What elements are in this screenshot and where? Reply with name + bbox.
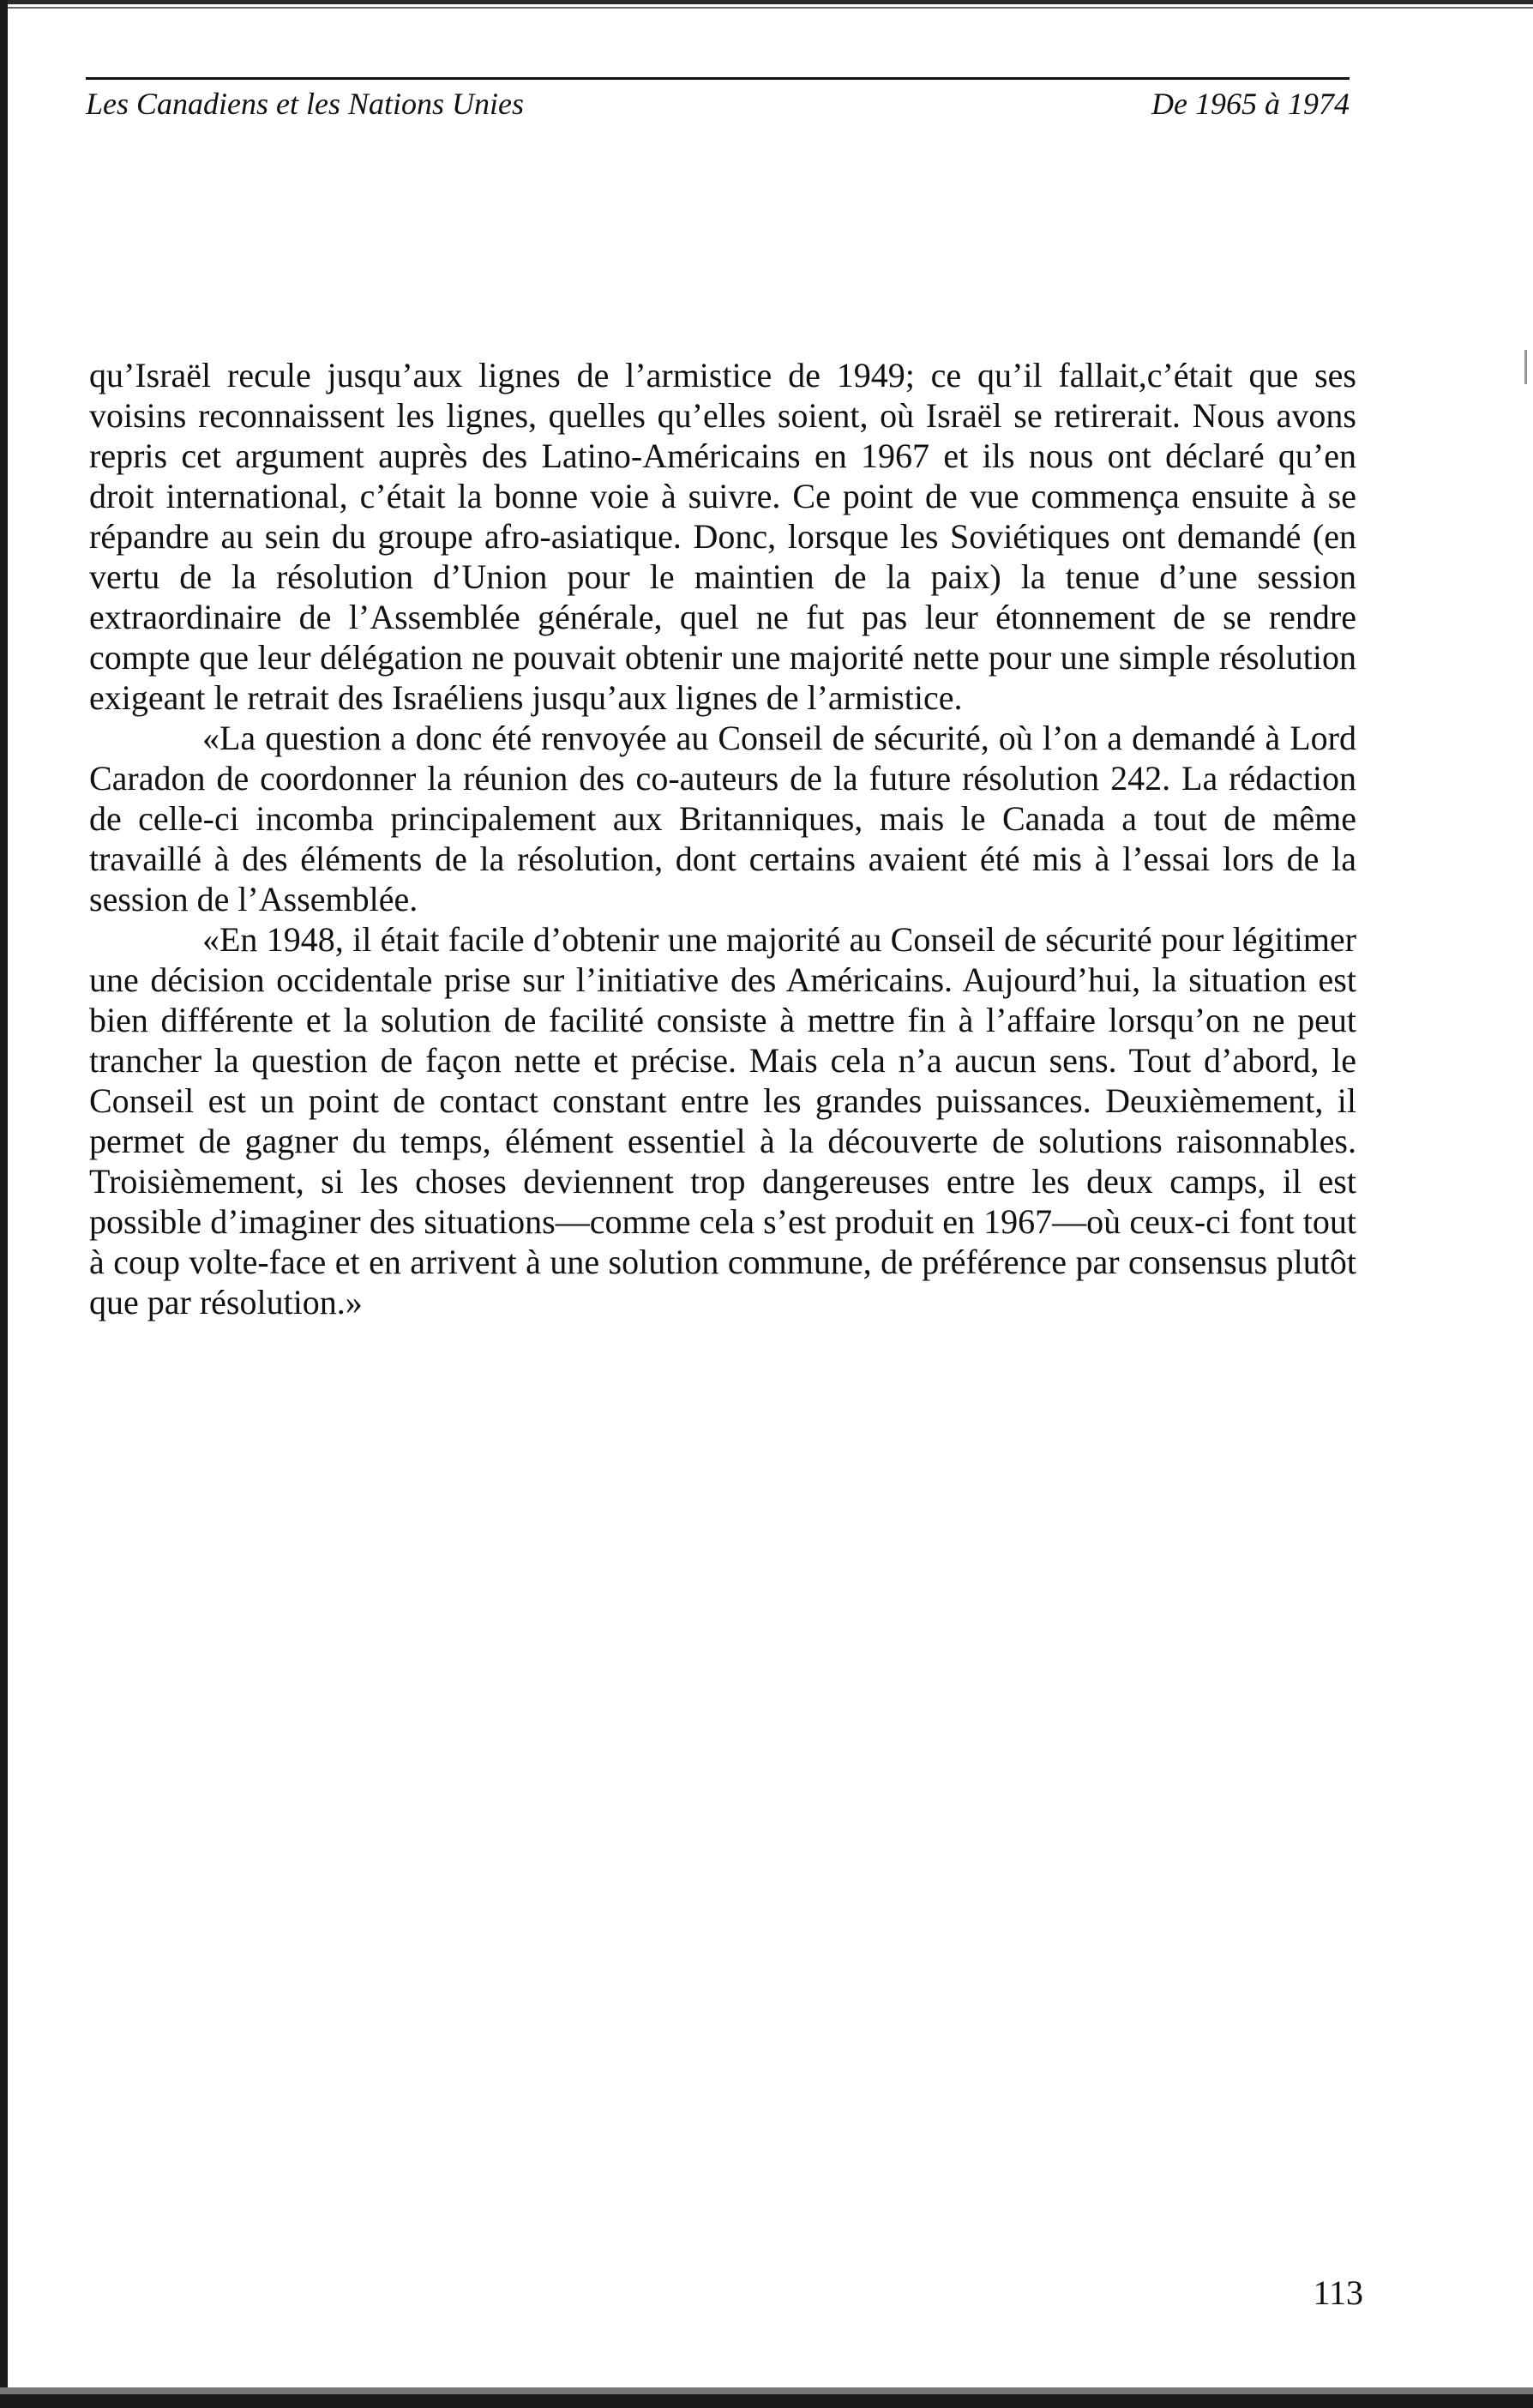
scan-margin-mark: [1524, 350, 1527, 384]
header-book-title: Les Canadiens et les Nations Unies: [86, 87, 524, 121]
scan-left-edge: [0, 0, 8, 2408]
scan-top-edge: [0, 0, 1533, 4]
scan-bottom-fade: [0, 2387, 1533, 2394]
header-period: De 1965 à 1974: [1151, 87, 1350, 121]
page-body: [89, 355, 1356, 1322]
running-header: [86, 77, 1350, 128]
paragraph-1948-majority: «En 1948, il était facile d’obtenir une majorité au Conseil de sécurité pour légitimer une décision occidentale prise sur l’initiative des Américains. Aujourd’hui, la situation est bien différente et la solution de facilité consiste à mettre fin à l’affaire lorsqu’on ne peut trancher la question de façon nette et précise. Mais cela n’a aucun sens. Tout d’abord, le Conseil est un point de contact constant entre les grandes puissances. Deuxièmement, il permet de gagner du temps, élément essentiel à la découverte de solutions raisonnables. Troisièmement, si les choses deviennent trop dangereuses entre les deux camps, il est possible d’imaginer des situations—comme cela s’est produit en 1967—où ceux-ci font tout à coup volte-face et en arrivent à une solution commune, de préférence par consensus plutôt que par résolution.»: [89, 920, 1356, 1321]
paragraph-continuation: qu’Israël recule jusqu’aux lignes de l’armistice de 1949; ce qu’il fallait,c’était que ses voisins reconnaissent les lignes, quelles qu’elles soient, où Israël se retirerait. Nous avons repris cet argument auprès des Latino-Américains en 1967 et ils nous ont déclaré qu’en droit international, c’était la bonne voie à suivre. Ce point de vue commença ensuite à se répandre au sein du groupe afro-asiatique. Donc, lorsque les Soviétiques ont demandé (en vertu de la résolution d’Union pour le maintien de la paix) la tenue d’une session extraordinaire de l’Assemblée générale, quel ne fut pas leur étonnement de se rendre compte que leur délégation ne pouvait obtenir une majorité nette pour une simple résolution exigeant le retrait des Israéliens jusqu’aux lignes de l’armistice.: [89, 356, 1356, 717]
paragraph-security-council: «La question a donc été renvoyée au Conseil de sécurité, où l’on a demandé à Lord Caradon de coordonner la réunion des co-auteurs de la future résolution 242. La rédaction de celle-ci incomba principalement aux Britanniques, mais le Canada a tout de même travaillé à des éléments de la résolution, dont certains avaient été mis à l’essai lors de la session de l’Assemblée.: [89, 719, 1356, 918]
scan-bottom-edge: [0, 2394, 1533, 2408]
scan-top-edge-line: [0, 7, 1533, 9]
page-number: 113: [1313, 2273, 1363, 2312]
